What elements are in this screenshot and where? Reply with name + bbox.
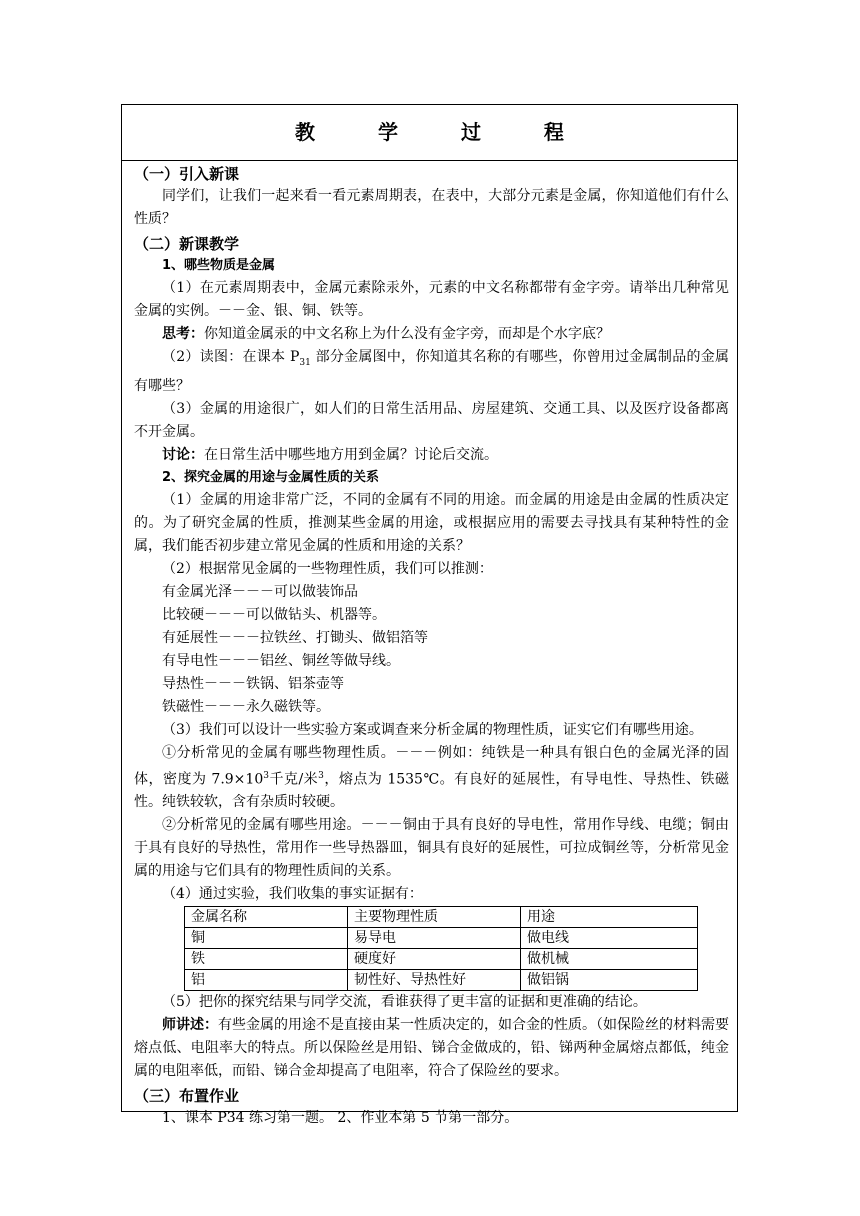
paragraph-circle1: [134, 742, 729, 815]
table-cell: 做铝锅: [521, 970, 698, 991]
paragraph-uses: （3）金属的用途很广，如人们的日常生活用品、房屋建筑、交通工具、以及医疗设备都离不开金属。: [134, 400, 729, 440]
intro-paragraph: 同学们，让我们一起来看一看元素周期表，在表中，大部分元素是金属，你知道他们有什么性质？: [134, 188, 729, 227]
teacher-paragraph: [134, 1014, 729, 1083]
read-figure-text-b: 部分金属图中，你知道其名称的有哪些，你曾用过金属制品的金属有哪些？: [134, 349, 729, 394]
circle1-text-a: ①分析常见的金属有哪些物理性质。－－－例如：纯铁是一种具有银白色的金属光泽的固体，密度为 7.9×10: [134, 744, 729, 788]
exponent: 3: [263, 770, 269, 781]
evidence-table: [184, 906, 698, 991]
property-line: 有导电性－－－铝丝、铜丝等做导线。: [162, 652, 400, 669]
table-cell: 硬度好: [348, 949, 521, 970]
paragraph-q2: （2）根据常见金属的一些物理性质，我们可以推测：: [162, 560, 493, 577]
paragraph-q5: （5）把你的探究结果与同学交流，看谁获得了更丰富的证据和更准确的结论。: [162, 994, 647, 1011]
think-paragraph: [134, 323, 729, 346]
read-figure-text-a: （2）读图：在课本 P: [162, 349, 300, 365]
table-row: [185, 970, 698, 991]
table-cell: 易导电: [348, 928, 521, 949]
content-area: [122, 163, 737, 1130]
think-text: 你知道金属汞的中文名称上为什么没有金字旁，而却是个水字底？: [204, 326, 610, 342]
property-line: 导热性－－－铁锅、铝茶壶等: [162, 675, 344, 692]
table-cell: 铁: [185, 949, 348, 970]
discuss-label: 讨论：: [162, 446, 204, 463]
section-heading-homework: （三）布置作业: [134, 1087, 240, 1106]
table-cell: 韧性好、导热性好: [348, 970, 521, 991]
page-title: 教 学 过 程: [122, 105, 737, 161]
property-line: 比较硬－－－可以做钻头、机器等。: [162, 606, 386, 623]
table-row: [185, 949, 698, 970]
subheading-uses-properties: 2、探究金属的用途与金属性质的关系: [162, 469, 380, 485]
paragraph-q3: （3）我们可以设计一些实验方案或调查来分析金属的物理性质，证实它们有哪些用途。: [162, 721, 703, 738]
table-header-row: [185, 907, 698, 928]
table-cell: 做机械: [521, 949, 698, 970]
section-heading-teaching: （二）新课教学: [134, 235, 240, 253]
table-cell: 铝: [185, 970, 348, 991]
table-header: 用途: [521, 907, 698, 928]
paragraph-q4: （4）通过实验，我们收集的事实证据有：: [162, 886, 423, 903]
paragraph-circle2: ②分析常见的金属有哪些用途。－－－铜由于具有良好的导电性，常用作导线、电缆；铜由于具有良好的导热性，常用作一些导热器皿，铜具有良好的延展性，可拉成铜丝等，分析常见金属的用途与它们具有的物理性质间的关系。: [134, 817, 729, 880]
lesson-process-table: [121, 104, 738, 1127]
subheading-which-metals: 1、哪些物质是金属: [162, 258, 276, 273]
paragraph-periodic-table: （1）在元素周期表中，金属元素除汞外，元素的中文名称都带有金字旁。请举出几种常见金属的实例。－－金、银、铜、铁等。: [134, 280, 729, 319]
discuss-text: 在日常生活中哪些地方用到金属？讨论后交流。: [204, 446, 498, 463]
property-line: 有金属光泽－－－可以做装饰品: [162, 583, 358, 600]
teacher-label: 师讲述：: [162, 1017, 218, 1034]
exponent: 3: [318, 770, 324, 781]
circle1-text-b: 千克/米: [268, 771, 319, 788]
table-header: 主要物理性质: [348, 907, 521, 928]
discuss-paragraph: [134, 444, 729, 467]
homework-paragraph: 1、课本 P34 练习第一题。 2、作业本第 5 节第一部分。: [162, 1110, 519, 1127]
page-subscript: 31: [299, 357, 311, 368]
teacher-text: 有些金属的用途不是直接由某一性质决定的，如合金的性质。（如保险丝的材料需要熔点低、电阻率大的特点。所以保险丝是用铅、锑合金做成的，铅、锑两种金属熔点都低，纯金属的电阻率低，而铅、锑合金却提高了电阻率，符合了保险丝的要求。: [134, 1017, 729, 1080]
table-row: [185, 928, 698, 949]
paragraph-read-figure: [134, 346, 729, 398]
property-line: 有延展性－－－拉铁丝、打锄头、做铝箔等: [162, 629, 428, 646]
table-cell: 铜: [185, 928, 348, 949]
paragraph-q1: （1）金属的用途非常广泛，不同的金属有不同的用途。而金属的用途是由金属的性质决定的。为了研究金属的性质，推测某些金属的用途，或根据应用的需要去寻找具有某种特性的金属，我们能否初步建立常见金属的性质和用途的关系？: [134, 491, 729, 554]
think-label: 思考：: [162, 326, 204, 342]
circle1-text-c: ，熔点为 1535℃。有良好的延展性，有导电性、导热性、铁磁性。纯铁较软，含有杂质时较硬。: [134, 771, 730, 811]
table-header: 金属名称: [185, 907, 348, 928]
section-heading-intro: （一）引入新课: [134, 165, 240, 183]
table-cell: 做电线: [521, 928, 698, 949]
property-line: 铁磁性－－－永久磁铁等。: [162, 698, 330, 715]
